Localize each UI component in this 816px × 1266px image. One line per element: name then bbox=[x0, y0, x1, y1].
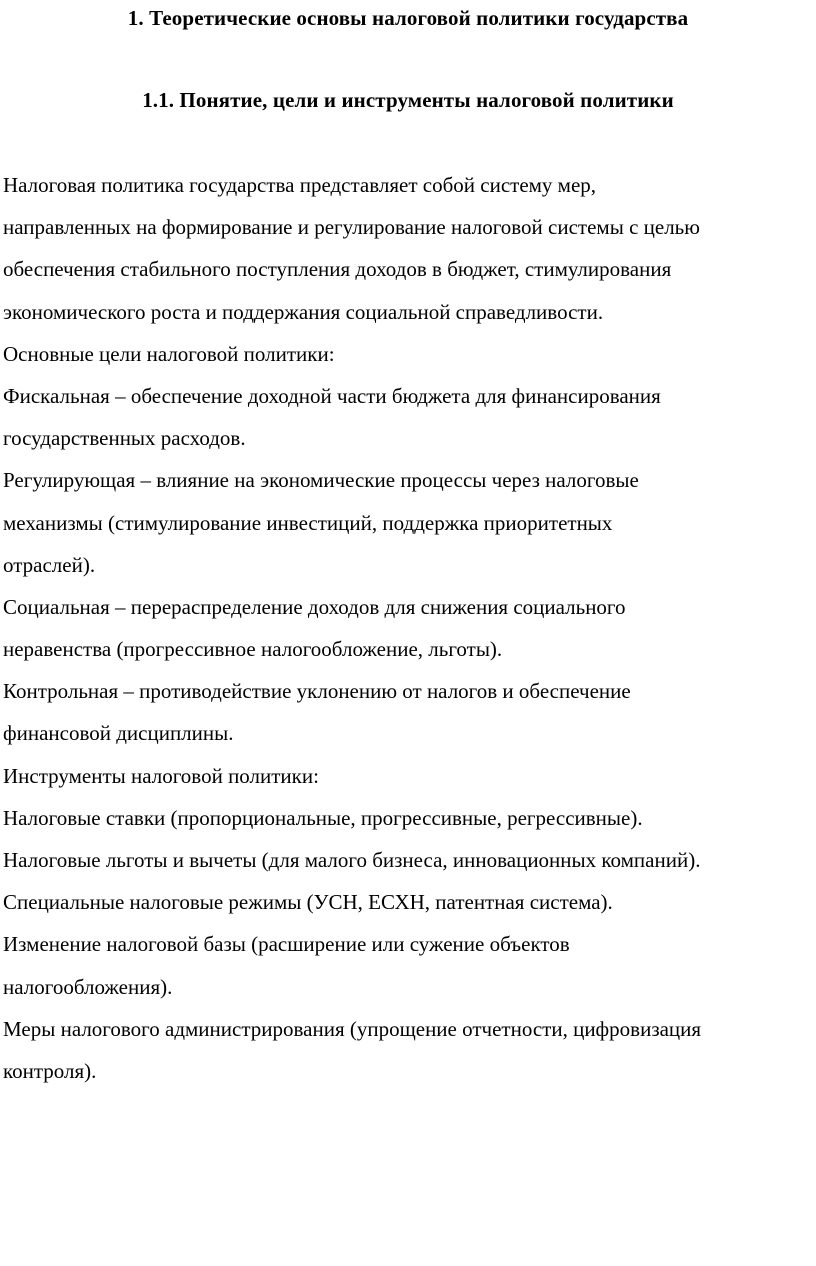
body-text bbox=[3, 164, 815, 1092]
text-line: Налоговые ставки (пропорциональные, прогрессивные, регрессивные). bbox=[3, 805, 643, 830]
text-line: механизмы (стимулирование инвестиций, поддержка приоритетных bbox=[3, 510, 613, 535]
text-line: Социальная – перераспределение доходов для снижения социального bbox=[3, 594, 626, 619]
text-line: неравенства (прогрессивное налогообложение, льготы). bbox=[3, 637, 503, 662]
text-line: контроля). bbox=[3, 1058, 97, 1083]
text-line: государственных расходов. bbox=[3, 426, 246, 451]
section-title: 1.1. Понятие, цели и инструменты налоговой политики bbox=[142, 88, 674, 112]
text-line: экономического роста и поддержания социальной справедливости. bbox=[3, 299, 604, 324]
text-line: налогообложения). bbox=[3, 974, 173, 999]
text-line: финансовой дисциплины. bbox=[3, 721, 234, 746]
text-line: Фискальная – обеспечение доходной части бюджета для финансирования bbox=[3, 383, 661, 408]
text-line: Контрольная – противодействие уклонению от налогов и обеспечение bbox=[3, 679, 631, 704]
text-line: отраслей). bbox=[3, 552, 96, 577]
text-line: Налоговая политика государства представляет собой систему мер, bbox=[3, 173, 597, 197]
text-line: направленных на формирование и регулирование налоговой системы с целью bbox=[3, 215, 700, 240]
text-line: Изменение налоговой базы (расширение или сужение объектов bbox=[3, 932, 570, 957]
text-line: обеспечения стабильного поступления доходов в бюджет, стимулирования bbox=[3, 257, 672, 282]
text-line: Налоговые льготы и вычеты (для малого бизнеса, инновационных компаний). bbox=[3, 848, 701, 872]
text-line: Инструменты налоговой политики: bbox=[3, 763, 319, 788]
text-line: Регулирующая – влияние на экономические процессы через налоговые bbox=[3, 468, 639, 493]
chapter-title: 1. Теоретические основы налоговой политики государства bbox=[127, 6, 689, 30]
text-line: Меры налогового администрирования (упрощение отчетности, цифровизация bbox=[3, 1016, 702, 1041]
text-line: Основные цели налоговой политики: bbox=[3, 341, 335, 366]
text-line: Специальные налоговые режимы (УСН, ЕСХН, патентная система). bbox=[3, 890, 613, 915]
